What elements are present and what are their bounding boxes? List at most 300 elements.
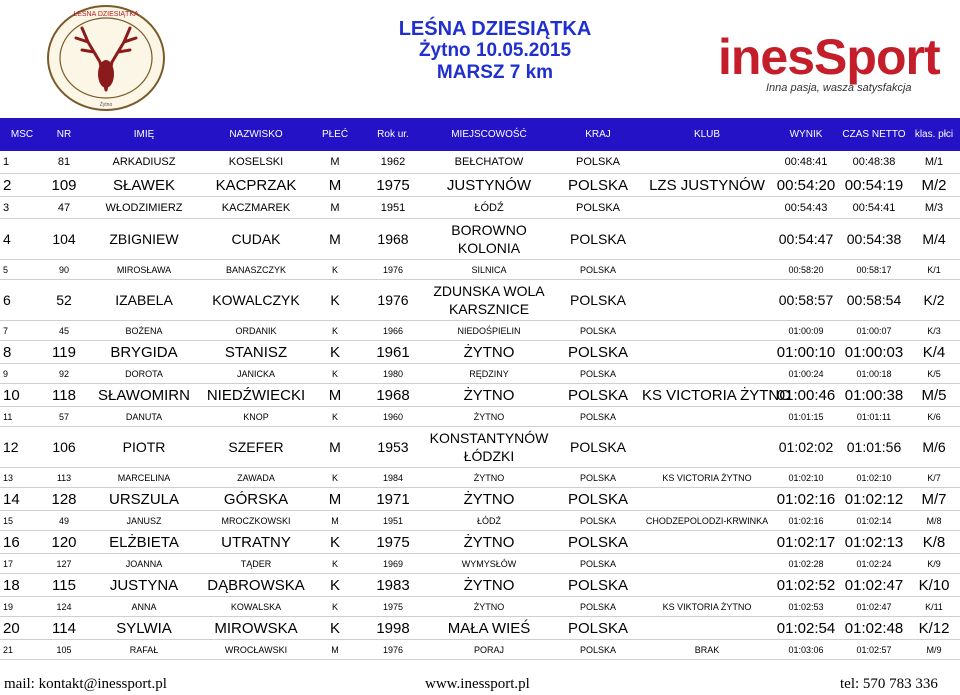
cell-wynik: 01:02:52 (772, 574, 840, 597)
cell-netto: 01:02:47 (840, 574, 908, 597)
column-header: MIEJSCOWOŚĆ (424, 118, 554, 151)
cell-klub: KS VIKTORIA ŻYTNO (642, 597, 772, 617)
cell-klas: M/2 (908, 174, 960, 197)
cell-nr: 49 (44, 511, 84, 531)
cell-wynik: 01:00:46 (772, 384, 840, 407)
footer-phone: tel: 570 783 336 (840, 676, 938, 692)
cell-msc: 11 (0, 407, 44, 427)
cell-miejscowosc: ŻYTNO (424, 574, 554, 597)
column-header: KRAJ (554, 118, 642, 151)
cell-nazwisko: GÓRSKA (204, 488, 308, 511)
cell-wynik: 00:54:20 (772, 174, 840, 197)
cell-klas: K/2 (908, 280, 960, 321)
cell-klas: K/10 (908, 574, 960, 597)
cell-netto: 00:48:38 (840, 151, 908, 174)
cell-nr: 81 (44, 151, 84, 174)
cell-kraj: POLSKA (554, 640, 642, 660)
cell-netto: 00:58:17 (840, 260, 908, 280)
cell-kraj: POLSKA (554, 617, 642, 640)
cell-wynik: 01:02:17 (772, 531, 840, 554)
cell-plec: K (308, 364, 362, 384)
cell-imie: JOANNA (84, 554, 204, 574)
table-row (0, 531, 960, 554)
cell-kraj: POLSKA (554, 151, 642, 174)
cell-imie: JANUSZ (84, 511, 204, 531)
cell-wynik: 00:58:57 (772, 280, 840, 321)
cell-miejscowosc: NIEDOŚPIELIN (424, 321, 554, 341)
cell-nr: 52 (44, 280, 84, 321)
table-row (0, 554, 960, 574)
table-row (0, 280, 960, 321)
cell-nr: 57 (44, 407, 84, 427)
cell-wynik: 00:54:47 (772, 219, 840, 260)
cell-kraj: POLSKA (554, 174, 642, 197)
cell-klub (642, 531, 772, 554)
cell-nr: 113 (44, 468, 84, 488)
cell-wynik: 01:02:10 (772, 468, 840, 488)
cell-nazwisko: MIROWSKA (204, 617, 308, 640)
cell-nr: 92 (44, 364, 84, 384)
table-row (0, 197, 960, 219)
cell-nr: 124 (44, 597, 84, 617)
cell-rok: 1975 (362, 531, 424, 554)
cell-nr: 106 (44, 427, 84, 468)
cell-wynik: 01:02:16 (772, 511, 840, 531)
cell-klub (642, 574, 772, 597)
cell-msc: 10 (0, 384, 44, 407)
cell-miejscowosc: BOROWNO KOLONIA (424, 219, 554, 260)
cell-plec: K (308, 597, 362, 617)
cell-rok: 1969 (362, 554, 424, 574)
column-header: WYNIK (772, 118, 840, 151)
cell-wynik: 01:00:09 (772, 321, 840, 341)
cell-plec: M (308, 640, 362, 660)
cell-kraj: POLSKA (554, 260, 642, 280)
cell-kraj: POLSKA (554, 384, 642, 407)
cell-plec: K (308, 574, 362, 597)
cell-nr: 114 (44, 617, 84, 640)
cell-klub (642, 617, 772, 640)
table-row (0, 364, 960, 384)
cell-netto: 01:02:24 (840, 554, 908, 574)
cell-miejscowosc: PORAJ (424, 640, 554, 660)
cell-plec: K (308, 407, 362, 427)
cell-klas: K/6 (908, 407, 960, 427)
cell-rok: 1968 (362, 219, 424, 260)
cell-klas: K/9 (908, 554, 960, 574)
cell-wynik: 01:01:15 (772, 407, 840, 427)
cell-kraj: POLSKA (554, 468, 642, 488)
cell-klas: K/8 (908, 531, 960, 554)
svg-text:Żytno: Żytno (99, 102, 113, 108)
brand-name: inesSport (718, 29, 940, 85)
cell-plec: M (308, 219, 362, 260)
cell-nr: 104 (44, 219, 84, 260)
event-date: Żytno 10.05.2015 (418, 40, 572, 61)
cell-wynik: 01:02:02 (772, 427, 840, 468)
cell-imie: JUSTYNA (84, 574, 204, 597)
cell-rok: 1975 (362, 174, 424, 197)
cell-kraj: POLSKA (554, 341, 642, 364)
cell-msc: 1 (0, 151, 44, 174)
cell-nr: 127 (44, 554, 84, 574)
cell-imie: ARKADIUSZ (84, 151, 204, 174)
cell-nr: 118 (44, 384, 84, 407)
cell-rok: 1976 (362, 280, 424, 321)
cell-rok: 1976 (362, 640, 424, 660)
cell-imie: DANUTA (84, 407, 204, 427)
cell-rok: 1962 (362, 151, 424, 174)
cell-msc: 3 (0, 197, 44, 219)
cell-plec: M (308, 384, 362, 407)
table-row (0, 219, 960, 260)
cell-plec: K (308, 468, 362, 488)
cell-miejscowosc: BEŁCHATOW (424, 151, 554, 174)
cell-plec: K (308, 531, 362, 554)
cell-kraj: POLSKA (554, 321, 642, 341)
cell-miejscowosc: ŻYTNO (424, 384, 554, 407)
cell-klub (642, 407, 772, 427)
cell-imie: MARCELINA (84, 468, 204, 488)
cell-miejscowosc: WYMYSŁÓW (424, 554, 554, 574)
cell-klub (642, 364, 772, 384)
event-category: MARSZ 7 km (436, 62, 554, 83)
cell-klas: K/3 (908, 321, 960, 341)
cell-rok: 1971 (362, 488, 424, 511)
cell-klub (642, 341, 772, 364)
cell-nazwisko: KOSELSKI (204, 151, 308, 174)
table-row (0, 384, 960, 407)
cell-kraj: POLSKA (554, 554, 642, 574)
cell-nr: 128 (44, 488, 84, 511)
cell-msc: 21 (0, 640, 44, 660)
cell-plec: M (308, 427, 362, 468)
cell-rok: 1975 (362, 597, 424, 617)
cell-imie: ZBIGNIEW (84, 219, 204, 260)
column-header: NAZWISKO (204, 118, 308, 151)
svg-text:LEŚNA DZIESIĄTKA: LEŚNA DZIESIĄTKA (73, 11, 139, 18)
cell-nazwisko: KACPRZAK (204, 174, 308, 197)
brand-slogan: Inna pasja, wasza satysfakcja (766, 82, 912, 94)
cell-nazwisko: KOWALSKA (204, 597, 308, 617)
cell-nazwisko: JANICKA (204, 364, 308, 384)
cell-imie: PIOTR (84, 427, 204, 468)
cell-miejscowosc: MAŁA WIEŚ (424, 617, 554, 640)
cell-klas: M/1 (908, 151, 960, 174)
cell-rok: 1953 (362, 427, 424, 468)
cell-msc: 20 (0, 617, 44, 640)
cell-imie: ELŻBIETA (84, 531, 204, 554)
column-header: klas. płci (908, 118, 960, 151)
cell-kraj: POLSKA (554, 364, 642, 384)
cell-plec: K (308, 260, 362, 280)
cell-wynik: 00:54:43 (772, 197, 840, 219)
cell-wynik: 01:00:24 (772, 364, 840, 384)
cell-msc: 18 (0, 574, 44, 597)
cell-imie: MIROSŁAWA (84, 260, 204, 280)
cell-netto: 01:02:13 (840, 531, 908, 554)
results-table (0, 118, 960, 660)
cell-imie: SYLWIA (84, 617, 204, 640)
cell-wynik: 01:02:28 (772, 554, 840, 574)
cell-wynik: 00:48:41 (772, 151, 840, 174)
cell-klas: K/7 (908, 468, 960, 488)
cell-plec: K (308, 321, 362, 341)
cell-nr: 45 (44, 321, 84, 341)
cell-klub: CHODZEPOLODZI-KRWINKA (642, 511, 772, 531)
cell-nazwisko: ORDANIK (204, 321, 308, 341)
cell-klub (642, 488, 772, 511)
cell-klas: M/8 (908, 511, 960, 531)
cell-nazwisko: BANASZCZYK (204, 260, 308, 280)
cell-kraj: POLSKA (554, 407, 642, 427)
cell-klas: M/3 (908, 197, 960, 219)
cell-imie: RAFAŁ (84, 640, 204, 660)
cell-msc: 5 (0, 260, 44, 280)
cell-nazwisko: TĄDER (204, 554, 308, 574)
cell-nr: 115 (44, 574, 84, 597)
cell-plec: M (308, 511, 362, 531)
cell-imie: BRYGIDA (84, 341, 204, 364)
cell-imie: BOŻENA (84, 321, 204, 341)
table-row (0, 260, 960, 280)
column-header: KLUB (642, 118, 772, 151)
table-row (0, 174, 960, 197)
cell-plec: M (308, 488, 362, 511)
table-row (0, 468, 960, 488)
cell-plec: K (308, 280, 362, 321)
cell-rok: 1966 (362, 321, 424, 341)
column-header: CZAS NETTO (840, 118, 908, 151)
cell-msc: 15 (0, 511, 44, 531)
cell-kraj: POLSKA (554, 427, 642, 468)
table-row (0, 341, 960, 364)
cell-wynik: 01:02:53 (772, 597, 840, 617)
cell-rok: 1998 (362, 617, 424, 640)
cell-klas: M/7 (908, 488, 960, 511)
column-header: Rok ur. (362, 118, 424, 151)
cell-netto: 00:54:38 (840, 219, 908, 260)
cell-msc: 12 (0, 427, 44, 468)
cell-netto: 00:58:54 (840, 280, 908, 321)
cell-klas: K/11 (908, 597, 960, 617)
footer-mail: mail: kontakt@inessport.pl (4, 676, 167, 692)
cell-kraj: POLSKA (554, 488, 642, 511)
cell-miejscowosc: ŻYTNO (424, 531, 554, 554)
cell-plec: K (308, 554, 362, 574)
cell-klas: K/12 (908, 617, 960, 640)
cell-plec: M (308, 197, 362, 219)
footer-website: www.inessport.pl (425, 676, 530, 692)
cell-klas: M/5 (908, 384, 960, 407)
cell-miejscowosc: ZDUNSKA WOLA KARSZNICE (424, 280, 554, 321)
cell-msc: 8 (0, 341, 44, 364)
cell-rok: 1951 (362, 511, 424, 531)
cell-klas: K/1 (908, 260, 960, 280)
table-row (0, 427, 960, 468)
cell-imie: WŁODZIMIERZ (84, 197, 204, 219)
cell-nr: 47 (44, 197, 84, 219)
cell-msc: 7 (0, 321, 44, 341)
cell-nr: 119 (44, 341, 84, 364)
column-header: MSC (0, 118, 44, 151)
cell-miejscowosc: ŻYTNO (424, 341, 554, 364)
cell-klub (642, 197, 772, 219)
cell-nazwisko: STANISZ (204, 341, 308, 364)
cell-wynik: 01:03:06 (772, 640, 840, 660)
cell-netto: 01:00:18 (840, 364, 908, 384)
cell-nr: 105 (44, 640, 84, 660)
cell-miejscowosc: RĘDZINY (424, 364, 554, 384)
cell-rok: 1980 (362, 364, 424, 384)
cell-msc: 17 (0, 554, 44, 574)
cell-klas: M/4 (908, 219, 960, 260)
cell-klub: KS VICTORIA ŻYTNO (642, 384, 772, 407)
cell-nazwisko: ZAWADA (204, 468, 308, 488)
cell-klub: LZS JUSTYNÓW (642, 174, 772, 197)
cell-imie: SŁAWOMIRN (84, 384, 204, 407)
cell-nazwisko: DĄBROWSKA (204, 574, 308, 597)
table-row (0, 640, 960, 660)
cell-netto: 01:00:03 (840, 341, 908, 364)
cell-nazwisko: SZEFER (204, 427, 308, 468)
cell-klub (642, 151, 772, 174)
cell-rok: 1976 (362, 260, 424, 280)
cell-msc: 13 (0, 468, 44, 488)
cell-msc: 14 (0, 488, 44, 511)
cell-klub (642, 219, 772, 260)
cell-nazwisko: NIEDŹWIECKI (204, 384, 308, 407)
cell-msc: 19 (0, 597, 44, 617)
cell-plec: K (308, 617, 362, 640)
column-header: IMIĘ (84, 118, 204, 151)
cell-klub (642, 321, 772, 341)
cell-netto: 00:54:41 (840, 197, 908, 219)
cell-imie: URSZULA (84, 488, 204, 511)
cell-klub (642, 427, 772, 468)
cell-nazwisko: KACZMAREK (204, 197, 308, 219)
cell-nazwisko: KOWALCZYK (204, 280, 308, 321)
cell-nr: 109 (44, 174, 84, 197)
cell-wynik: 01:02:54 (772, 617, 840, 640)
cell-nazwisko: KNOP (204, 407, 308, 427)
cell-miejscowosc: ŻYTNO (424, 488, 554, 511)
table-row (0, 151, 960, 174)
lesna-dziesiatka-logo (42, 2, 170, 114)
cell-netto: 01:02:48 (840, 617, 908, 640)
cell-kraj: POLSKA (554, 531, 642, 554)
column-header: PŁEĆ (308, 118, 362, 151)
cell-netto: 01:02:12 (840, 488, 908, 511)
cell-miejscowosc: ŻYTNO (424, 468, 554, 488)
table-row (0, 488, 960, 511)
table-row (0, 574, 960, 597)
cell-klub (642, 260, 772, 280)
cell-rok: 1960 (362, 407, 424, 427)
cell-kraj: POLSKA (554, 197, 642, 219)
cell-netto: 01:00:38 (840, 384, 908, 407)
cell-nr: 90 (44, 260, 84, 280)
cell-miejscowosc: ŁÓDŹ (424, 511, 554, 531)
table-header-row (0, 118, 960, 151)
cell-netto: 00:54:19 (840, 174, 908, 197)
cell-netto: 01:02:57 (840, 640, 908, 660)
cell-kraj: POLSKA (554, 511, 642, 531)
cell-miejscowosc: KONSTANTYNÓW ŁÓDZKI (424, 427, 554, 468)
cell-wynik: 00:58:20 (772, 260, 840, 280)
inessport-logo (718, 29, 960, 85)
cell-msc: 4 (0, 219, 44, 260)
cell-klub: BRAK (642, 640, 772, 660)
cell-netto: 01:02:14 (840, 511, 908, 531)
cell-klas: M/6 (908, 427, 960, 468)
event-title-block (380, 18, 610, 84)
cell-klub (642, 280, 772, 321)
table-row (0, 407, 960, 427)
cell-klas: M/9 (908, 640, 960, 660)
cell-msc: 16 (0, 531, 44, 554)
cell-imie: SŁAWEK (84, 174, 204, 197)
cell-rok: 1951 (362, 197, 424, 219)
cell-wynik: 01:02:16 (772, 488, 840, 511)
cell-rok: 1968 (362, 384, 424, 407)
cell-plec: K (308, 341, 362, 364)
cell-miejscowosc: ŻYTNO (424, 597, 554, 617)
table-row (0, 617, 960, 640)
cell-imie: DOROTA (84, 364, 204, 384)
event-title: LEŚNA DZIESIĄTKA (398, 18, 592, 40)
cell-kraj: POLSKA (554, 219, 642, 260)
cell-nazwisko: WROCŁAWSKI (204, 640, 308, 660)
cell-miejscowosc: ŻYTNO (424, 407, 554, 427)
cell-miejscowosc: JUSTYNÓW (424, 174, 554, 197)
cell-kraj: POLSKA (554, 597, 642, 617)
cell-klas: K/4 (908, 341, 960, 364)
cell-imie: IZABELA (84, 280, 204, 321)
cell-klub: KS VICTORIA ŻYTNO (642, 468, 772, 488)
cell-plec: M (308, 174, 362, 197)
cell-netto: 01:02:10 (840, 468, 908, 488)
cell-netto: 01:00:07 (840, 321, 908, 341)
cell-klas: K/5 (908, 364, 960, 384)
cell-nazwisko: CUDAK (204, 219, 308, 260)
cell-plec: M (308, 151, 362, 174)
cell-klub (642, 554, 772, 574)
cell-miejscowosc: ŁÓDŹ (424, 197, 554, 219)
results-body (0, 151, 960, 660)
cell-miejscowosc: SILNICA (424, 260, 554, 280)
cell-nazwisko: UTRATNY (204, 531, 308, 554)
cell-msc: 9 (0, 364, 44, 384)
cell-wynik: 01:00:10 (772, 341, 840, 364)
table-row (0, 597, 960, 617)
table-row (0, 321, 960, 341)
table-row (0, 511, 960, 531)
cell-imie: ANNA (84, 597, 204, 617)
cell-rok: 1984 (362, 468, 424, 488)
cell-msc: 2 (0, 174, 44, 197)
page-header (0, 0, 960, 118)
cell-kraj: POLSKA (554, 574, 642, 597)
cell-kraj: POLSKA (554, 280, 642, 321)
cell-netto: 01:01:56 (840, 427, 908, 468)
cell-netto: 01:02:47 (840, 597, 908, 617)
cell-rok: 1961 (362, 341, 424, 364)
cell-nr: 120 (44, 531, 84, 554)
column-header: NR (44, 118, 84, 151)
cell-netto: 01:01:11 (840, 407, 908, 427)
cell-rok: 1983 (362, 574, 424, 597)
